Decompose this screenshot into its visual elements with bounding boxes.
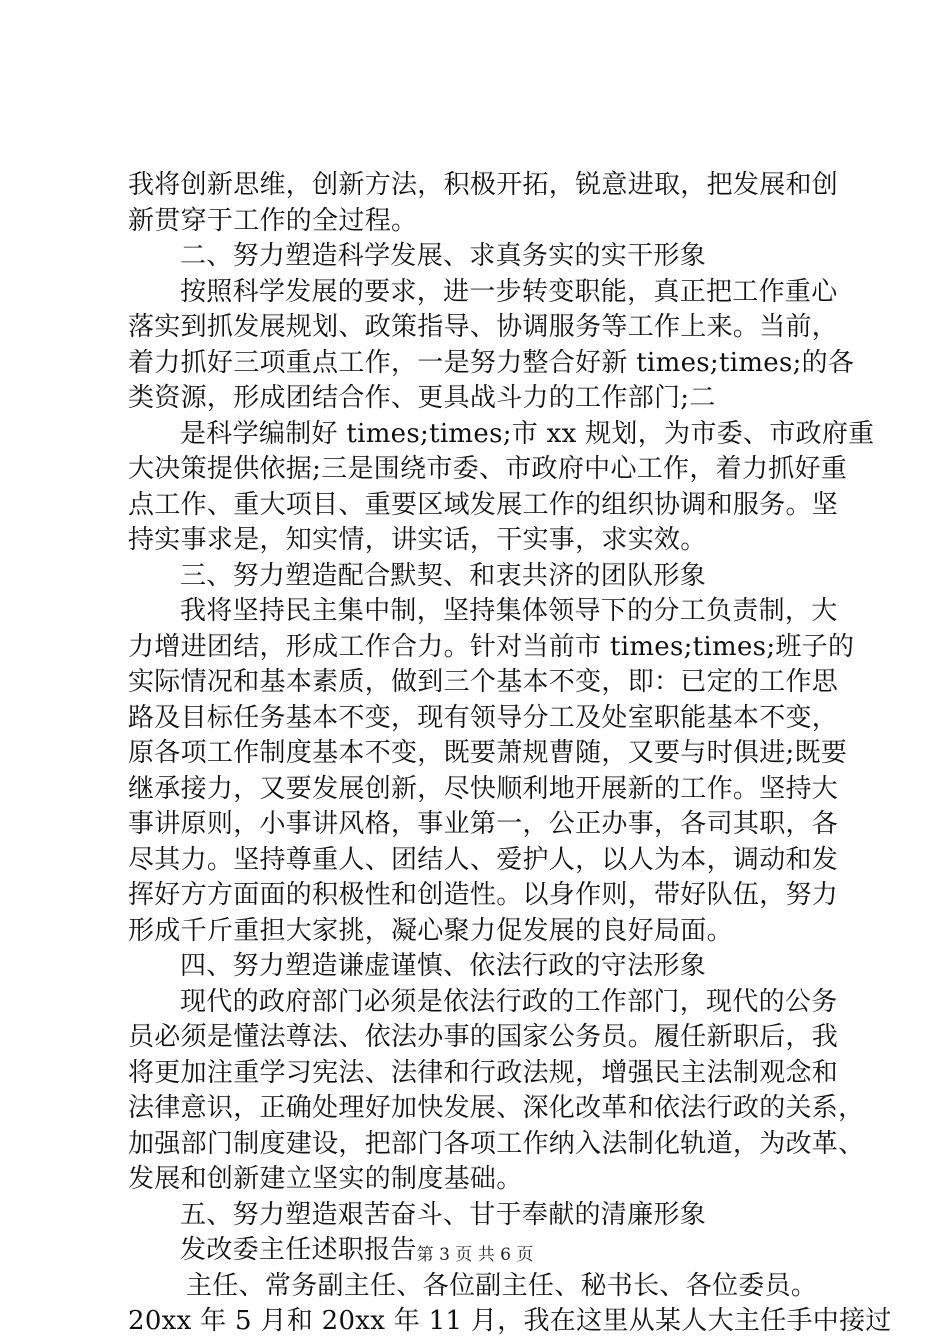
text-line: 类资源，形成团结合作、更具战斗力的工作部门;二 (128, 383, 716, 413)
text-line: 事讲原则，小事讲风格，事业第一，公正办事，各司其职，各 (128, 809, 839, 839)
text-line: 新贯穿于工作的全过程。 (128, 205, 418, 236)
text-line: 力增进团结，形成工作合力。针对当前市 times;times;班子的 (128, 631, 855, 662)
text-line: 持实事求是，知实情，讲实话，干实事，求实效。 (128, 525, 707, 555)
page-number-footer: 第 3 页 共 6 页 (416, 1245, 534, 1265)
text-line: 将更加注重学习宪法、法律和行政法规，增强民主法制观念和 (128, 1057, 839, 1088)
text-line: 着力抓好三项重点工作，一是努力整合好新 times;times;的各 (128, 347, 855, 378)
text-line: 路及目标任务基本不变，现有领导分工及处室职能基本不变， (128, 702, 839, 733)
section-heading-2: 二、努力塑造科学发展、求真务实的实干形象 (180, 241, 707, 271)
text-line: 法律意识，正确处理好加快发展、深化改革和依法行政的关系， (128, 1093, 865, 1123)
text-line: 继承接力，又要发展创新，尽快顺利地开展新的工作。坚持大 (128, 773, 839, 804)
text-line: 发展和创新建立坚实的制度基础。 (128, 1164, 523, 1194)
text-line: 是科学编制好 times;times;市 xx 规划，为市委、市政府重 (180, 418, 875, 449)
text-line: 实际情况和基本素质，做到三个基本不变，即：已定的工作思 (128, 667, 839, 697)
text-line: 员必须是懂法尊法、依法办事的国家公务员。履任新职后，我 (128, 1022, 839, 1052)
text-line: 尽其力。坚持尊重人、团结人、爱护人，以人为本，调动和发 (128, 844, 839, 875)
text-line: 点工作、重大项目、重要区域发展工作的组织协调和服务。坚 (128, 489, 839, 520)
text-line: 落实到抓发展规划、政策指导、协调服务等工作上来。当前， (128, 312, 839, 342)
text-line: 加强部门制度建设，把部门各项工作纳入法制化轨道，为改革、 (128, 1128, 865, 1159)
salutation-line: 主任、常务副主任、各位副主任、秘书长、各位委员。 (186, 1270, 818, 1301)
document-body (128, 168, 892, 1340)
text-line: 现代的政府部门必须是依法行政的工作部门，现代的公务 (180, 986, 838, 1017)
text-line: 大决策提供依据;三是围绕市委、市政府中心工作，着力抓好重 (128, 454, 848, 484)
text-line: 挥好方方面面的积极性和创造性。以身作则，带好队伍，努力 (128, 880, 839, 910)
text-line: 我将创新思维，创新方法，积极开拓，锐意进取，把发展和创 (128, 170, 839, 200)
section-heading-5: 五、努力塑造艰苦奋斗、甘于奉献的清廉形象 (180, 1199, 707, 1230)
text-line: 20xx 年 5 月和 20xx 年 11 月，我在这里从某人大主任手中接过 (128, 1306, 892, 1336)
section-heading-4: 四、努力塑造谦虚谨慎、依法行政的守法形象 (180, 951, 707, 981)
text-line: 我将坚持民主集中制，坚持集体领导下的分工负责制，大 (180, 596, 838, 626)
text-line: 按照科学发展的要求，进一步转变职能，真正把工作重心 (180, 276, 838, 307)
text-line: 原各项工作制度基本不变，既要萧规曹随，又要与时俱进;既要 (128, 738, 848, 768)
text-line: 形成千斤重担大家挑，凝心聚力促发展的良好局面。 (128, 915, 733, 946)
report-title: 发改委主任述职报告 (180, 1235, 417, 1265)
section-heading-3: 三、努力塑造配合默契、和衷共济的团队形象 (180, 560, 707, 591)
